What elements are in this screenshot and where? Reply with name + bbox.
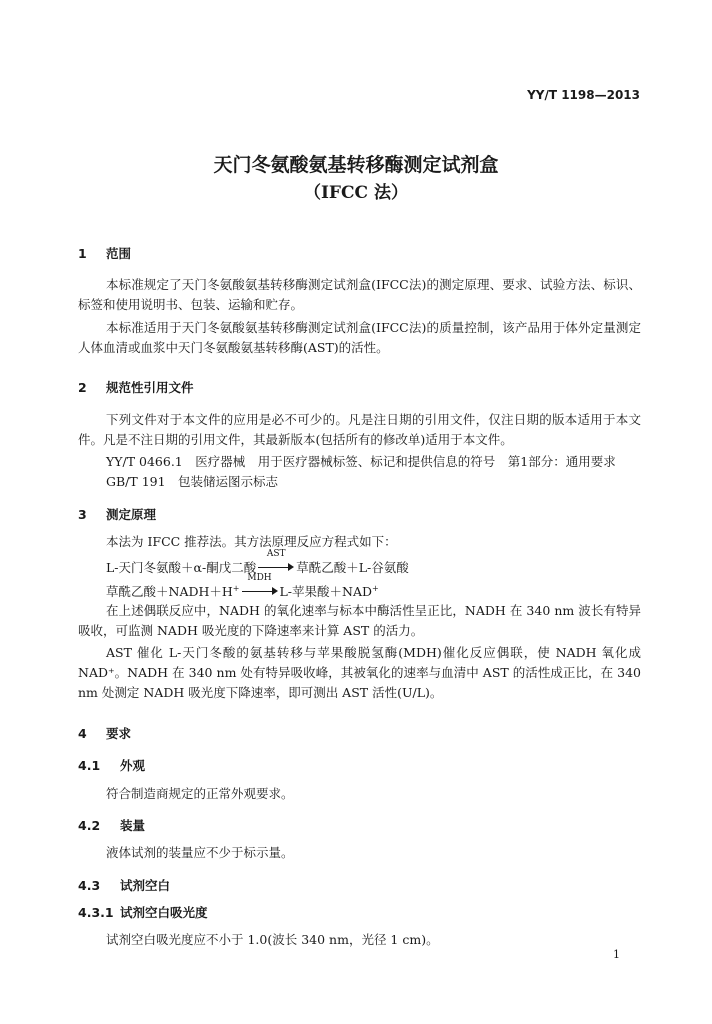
section-title: 规范性引用文件 xyxy=(106,380,194,395)
section-1-heading xyxy=(78,244,131,262)
section-3-paragraph-1: 在上述偶联反应中，NADH 的氧化速率与标本中酶活性呈正比，NADH 在 340 nm 波长有特异吸收，可监测 NADH 吸光度的下降速率来计算 AST 的活力。 xyxy=(78,603,641,638)
equation-1-products: 草酰乙酸＋L-谷氨酸 xyxy=(296,560,409,575)
reference-1: YY/T 0466.1 医疗器械 用于医疗器械标签、标记和提供信息的符号 第1部分：通用要求 xyxy=(106,454,616,469)
section-number: 2 xyxy=(78,380,87,395)
reaction-arrow-icon xyxy=(258,549,294,573)
equation-2-reactants: 草酰乙酸＋NADH＋H xyxy=(106,584,233,599)
subsection-4-3-heading xyxy=(78,876,170,894)
section-title: 外观 xyxy=(120,758,146,773)
section-4-heading xyxy=(78,724,131,742)
equation-2-products: L-苹果酸＋NAD xyxy=(279,584,373,599)
reaction-arrow-icon xyxy=(242,573,278,597)
document-subtitle: （IFCC 法） xyxy=(303,183,408,203)
charge-superscript: + xyxy=(232,583,240,593)
subsection-4-2-heading xyxy=(78,816,145,834)
enzyme-label: AST xyxy=(266,549,286,559)
section-number: 4.2 xyxy=(78,818,101,833)
section-number: 4 xyxy=(78,726,87,741)
section-2-heading xyxy=(78,378,194,396)
section-title: 试剂空白吸光度 xyxy=(120,905,208,920)
section-title: 测定原理 xyxy=(106,507,157,522)
section-title: 要求 xyxy=(106,726,132,741)
section-number: 4.1 xyxy=(78,758,101,773)
section-number: 1 xyxy=(78,246,87,261)
charge-superscript: + xyxy=(372,583,379,593)
subsection-4-3-1-heading xyxy=(78,903,208,921)
standard-number: YY/T 1198—2013 xyxy=(527,88,640,102)
section-number: 3 xyxy=(78,507,87,522)
section-number: 4.3.1 xyxy=(78,905,114,920)
subsection-4-3-1-text: 试剂空白吸光度应不小于 1.0(波长 340 nm，光径 1 cm)。 xyxy=(106,932,439,947)
subsection-4-1-text: 符合制造商规定的正常外观要求。 xyxy=(106,786,294,801)
subsection-4-2-text: 液体试剂的装量应不少于标示量。 xyxy=(106,845,294,860)
section-3-paragraph-2: AST 催化 L-天门冬酸的氨基转移与苹果酸脱氢酶(MDH)催化反应偶联，使 NADH 氧化成 NAD⁺。NADH 在 340 nm 处有特异吸收峰，其被氧化的速率与血清中 AST 的活性成正比，在 340 nm 处测定 NADH 吸光度下降速率，即可测出 AST 活性(U/L)。 xyxy=(78,645,641,700)
section-1-paragraph-1: 本标准规定了天门冬氨酸氨基转移酶测定试剂盒(IFCC法)的测定原理、要求、试验方法、标识、标签和使用说明书、包装、运输和贮存。 xyxy=(78,277,641,312)
page-number: 1 xyxy=(613,948,620,961)
equation-1-reactants: L-天门冬氨酸＋α-酮戊二酸 xyxy=(106,560,257,575)
section-2-paragraph: 下列文件对于本文件的应用是必不可少的。凡是注日期的引用文件，仅注日期的版本适用于本文件。凡是不注日期的引用文件，其最新版本(包括所有的修改单)适用于本文件。 xyxy=(78,412,641,447)
section-3-heading xyxy=(78,505,156,523)
section-number: 4.3 xyxy=(78,878,101,893)
section-3-intro: 本法为 IFCC 推荐法。其方法原理反应方程式如下： xyxy=(106,534,397,549)
enzyme-label: MDH xyxy=(247,573,272,583)
reference-2: GB/T 191 包装储运图示标志 xyxy=(106,474,279,489)
section-title: 装量 xyxy=(120,818,146,833)
document-title: 天门冬氨酸氨基转移酶测定试剂盒 xyxy=(213,154,499,176)
section-title: 试剂空白 xyxy=(120,878,171,893)
section-1-paragraph-2: 本标准适用于天门冬氨酸氨基转移酶测定试剂盒(IFCC法)的质量控制，该产品用于体外定量测定人体血清或血浆中天门冬氨酸氨基转移酶(AST)的活性。 xyxy=(78,320,641,355)
subsection-4-1-heading xyxy=(78,756,145,774)
equation-2 xyxy=(106,573,379,600)
section-title: 范围 xyxy=(106,246,132,261)
